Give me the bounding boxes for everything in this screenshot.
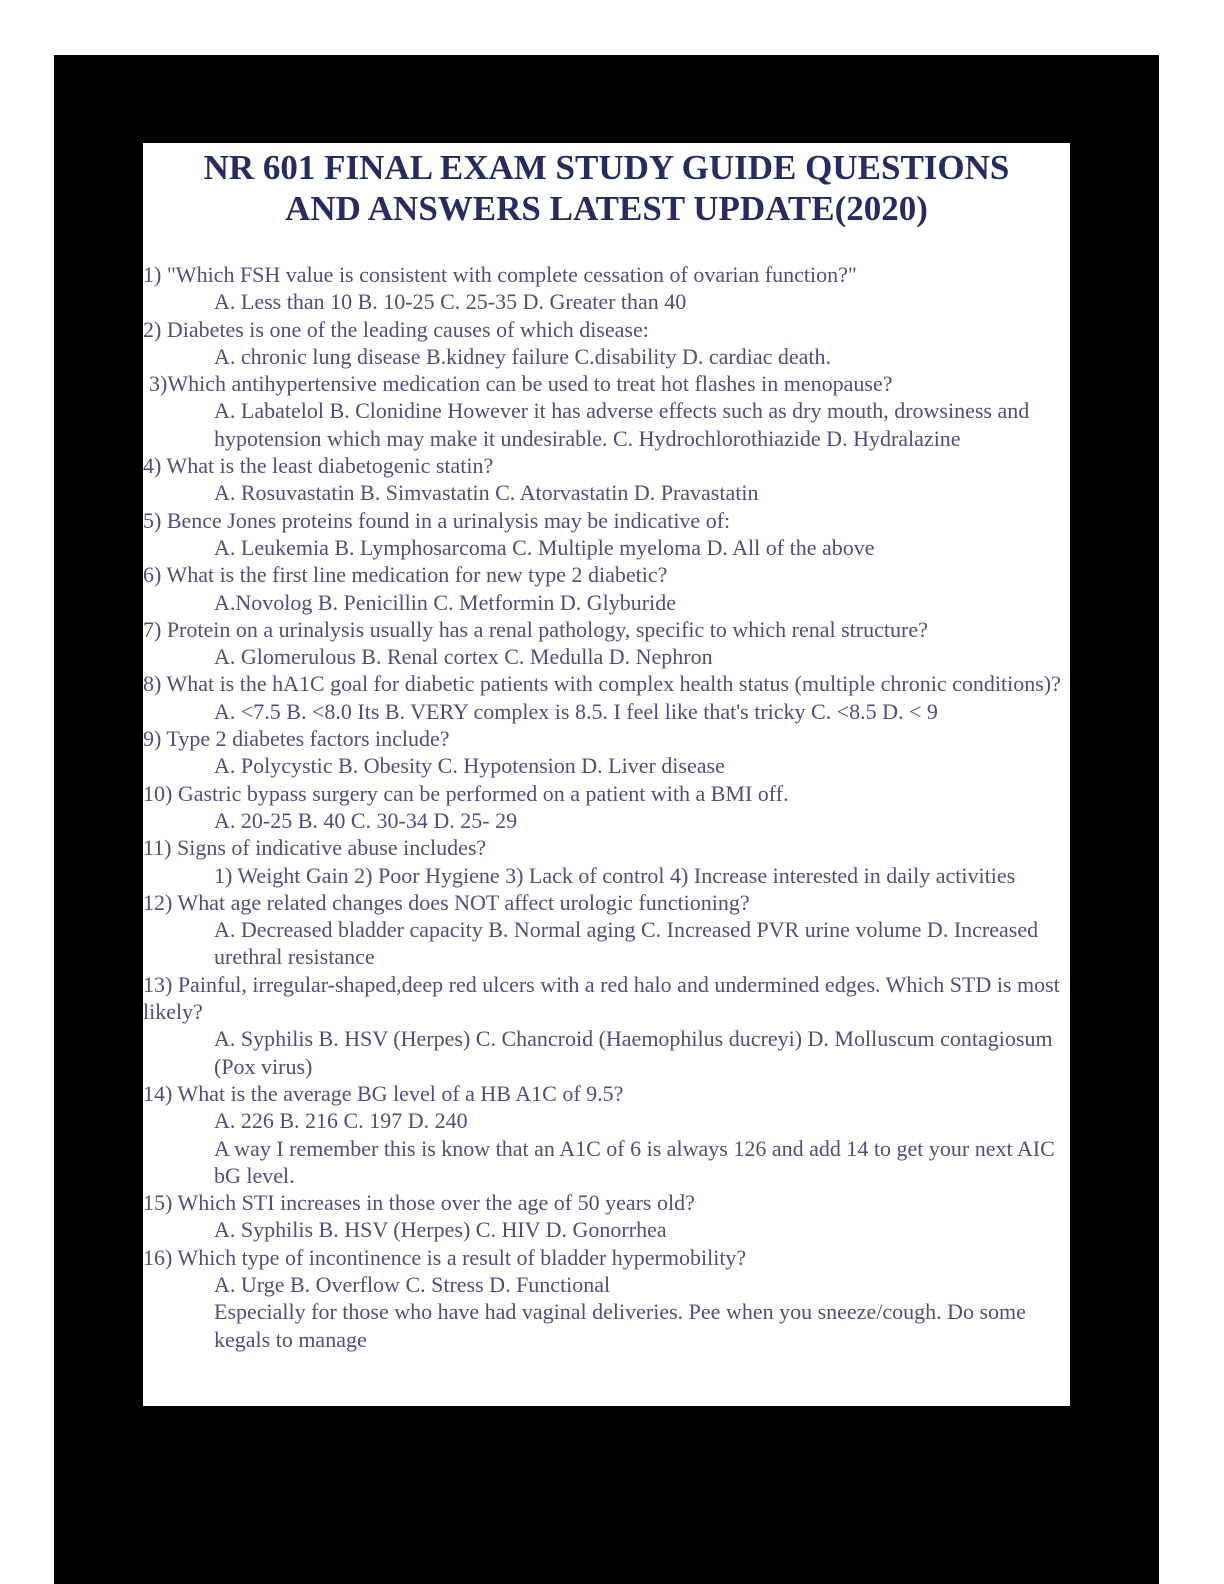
answer-options: A. <7.5 B. <8.0 Its B. VERY complex is 8.5. I feel like that's tricky C. <8.5 D. < 9: [214, 698, 938, 724]
question-text: 8) What is the hA1C goal for diabetic patients with complex health status (multiple chronic conditions)?: [143, 671, 1061, 697]
answer-options: A. 20-25 B. 40 C. 30-34 D. 25- 29: [214, 807, 518, 833]
document-title: [143, 147, 1070, 229]
question-item-10: [143, 780, 1070, 835]
question-text: 16) Which type of incontinence is a result of bladder hypermobility?: [143, 1244, 747, 1270]
question-item-12: [143, 889, 1070, 971]
answer-options: A. Decreased bladder capacity B. Normal aging C. Increased PVR urine volume D. Increased urethral resistance: [214, 917, 1039, 970]
question-item-8: [143, 670, 1070, 725]
question-item-14: [143, 1080, 1070, 1189]
question-text: 15) Which STI increases in those over the age of 50 years old?: [143, 1190, 695, 1216]
answer-options: A. Urge B. Overflow C. Stress D. Functional: [214, 1271, 611, 1297]
question-item-2: [143, 316, 1070, 371]
question-text: 3)Which antihypertensive medication can be used to treat hot flashes in menopause?: [149, 371, 893, 397]
question-item-9: [143, 725, 1070, 780]
question-item-11: [143, 834, 1070, 889]
title-line-1: NR 601 FINAL EXAM STUDY GUIDE QUESTIONS: [203, 148, 1010, 187]
question-text: 12) What age related changes does NOT affect urologic functioning?: [143, 889, 750, 915]
question-item-5: [143, 507, 1070, 562]
answer-options: A. Rosuvastatin B. Simvastatin C. Atorvastatin D. Pravastatin: [214, 480, 759, 506]
question-item-3: [143, 370, 1070, 452]
answer-options: A. Leukemia B. Lymphosarcoma C. Multiple myeloma D. All of the above: [214, 534, 875, 560]
answer-options: 1) Weight Gain 2) Poor Hygiene 3) Lack of control 4) Increase interested in daily activities: [214, 862, 1016, 888]
question-text: 11) Signs of indicative abuse includes?: [143, 835, 487, 861]
question-item-6: [143, 561, 1070, 616]
question-item-4: [143, 452, 1070, 507]
question-text: 1) "Which FSH value is consistent with complete cessation of ovarian function?": [143, 262, 857, 287]
question-text: 9) Type 2 diabetes factors include?: [143, 726, 450, 752]
question-text: 6) What is the first line medication for new type 2 diabetic?: [143, 562, 668, 588]
question-text: 14) What is the average BG level of a HB A1C of 9.5?: [143, 1080, 624, 1106]
answer-options: A. Polycystic B. Obesity C. Hypotension D. Liver disease: [214, 753, 725, 779]
answer-options: A. Labatelol B. Clonidine However it has adverse effects such as dry mouth, drowsiness and hypotension which may make it undesirable. C. Hydrochlorothiazide D. Hydralazine: [214, 398, 1030, 451]
question-text: 5) Bence Jones proteins found in a urinalysis may be indicative of:: [143, 507, 731, 533]
answer-note: Especially for those who have had vaginal deliveries. Pee when you sneeze/cough. Do some kegals to manage: [214, 1299, 1026, 1352]
answer-options: A. Less than 10 B. 10-25 C. 25-35 D. Greater than 40: [214, 289, 687, 315]
question-text: 4) What is the least diabetogenic statin?: [143, 453, 494, 479]
answer-options: A. Syphilis B. HSV (Herpes) C. Chancroid (Haemophilus ducreyi) D. Molluscum contagiosum (Pox virus): [214, 1026, 1053, 1079]
answer-note: A way I remember this is know that an A1C of 6 is always 126 and add 14 to get your next AIC bG level.: [214, 1135, 1055, 1188]
answer-options: A. 226 B. 216 C. 197 D. 240: [214, 1108, 468, 1134]
question-item-16: [143, 1244, 1070, 1353]
answer-options: A. chronic lung disease B.kidney failure C.disability D. cardiac death.: [214, 343, 832, 369]
question-item-7: [143, 616, 1070, 671]
answer-options: A. Syphilis B. HSV (Herpes) C. HIV D. Gonorrhea: [214, 1217, 667, 1243]
question-text: 10) Gastric bypass surgery can be performed on a patient with a BMI off.: [143, 780, 789, 806]
answer-options: A.Novolog B. Penicillin C. Metformin D. Glyburide: [214, 589, 676, 615]
document-page: [143, 143, 1070, 1406]
question-list: [143, 261, 1070, 1353]
question-text: 7) Protein on a urinalysis usually has a renal pathology, specific to which renal structure?: [143, 616, 928, 642]
question-text: 13) Painful, irregular-shaped,deep red ulcers with a red halo and undermined edges. Which STD is most likely?: [143, 971, 1060, 1025]
question-text: 2) Diabetes is one of the leading causes of which disease:: [143, 316, 649, 342]
answer-options: A. Glomerulous B. Renal cortex C. Medulla D. Nephron: [214, 644, 713, 670]
question-item-15: [143, 1189, 1070, 1244]
title-line-2: AND ANSWERS LATEST UPDATE(2020): [285, 189, 928, 228]
question-item-13: [143, 971, 1070, 1080]
question-item-1: [143, 261, 1070, 316]
